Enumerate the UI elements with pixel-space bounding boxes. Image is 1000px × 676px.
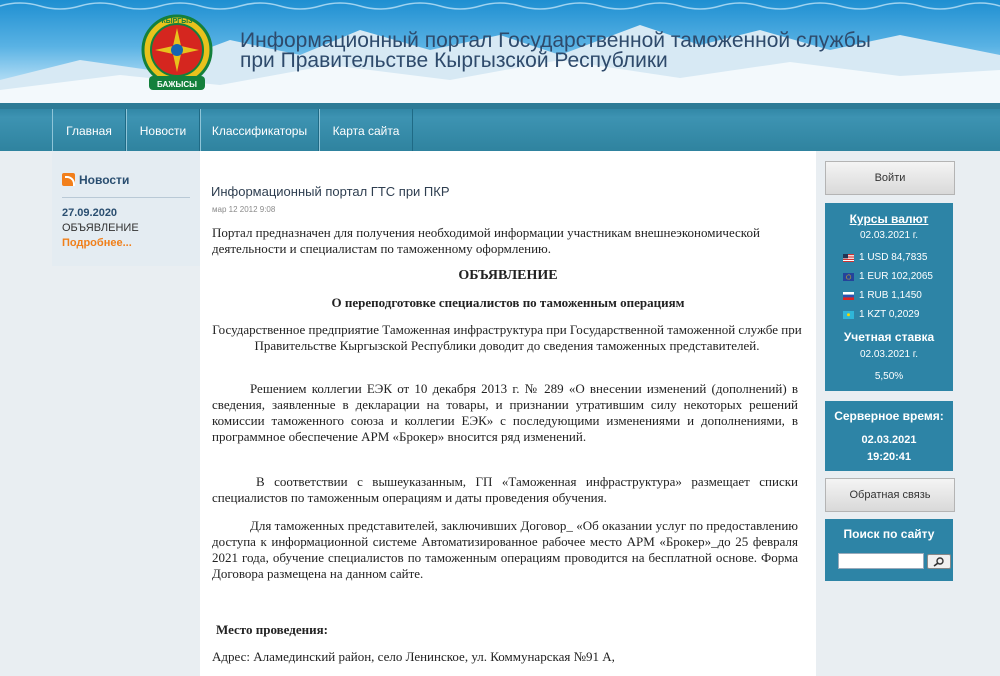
rate-eur: 1 EUR 102,2065 xyxy=(859,271,933,282)
rate-rub: 1 RUB 1,1450 xyxy=(859,290,922,301)
article-intro: Портал предназначен для получения необходимой информации участникам внешнеэкономической деятельности и специалистам по таможенному оформлению. xyxy=(212,225,760,256)
customs-emblem-logo[interactable] xyxy=(141,10,213,96)
search-title: Поиск по сайту xyxy=(843,527,935,541)
logo-text-bottom: БАЖЫСЫ xyxy=(157,80,197,89)
server-time-title: Серверное время: xyxy=(834,409,944,423)
currency-rates-widget xyxy=(825,203,953,391)
server-date: 02.03.2021 xyxy=(861,434,917,446)
rate-kzt: 1 KZT 0,2029 xyxy=(859,309,920,320)
news-date: 27.09.2020 xyxy=(62,207,118,219)
news-section-title[interactable]: Новости xyxy=(79,173,130,187)
us-flag-icon xyxy=(843,254,854,262)
rates-title-link[interactable]: Курсы валют xyxy=(849,212,929,226)
nav-item-sitemap[interactable]: Карта сайта xyxy=(319,109,413,151)
nav-item-classifiers[interactable]: Классификаторы xyxy=(200,109,319,151)
news-more-link[interactable]: Подробнее... xyxy=(62,237,132,249)
ru-flag-icon xyxy=(843,292,854,300)
discount-rate-value: 5,50% xyxy=(874,371,904,382)
paragraph-4: Для таможенных представителей, заключивших Договор_ «Об оказании услуг по предоставлению доступа к информационной системе Автоматизированное рабочее место АРМ «Брокер»_до 25 февраля 2021 года, обучение специалистов по таможенным операциям проводится на бесплатной основе. Форма Договора размещена на данном сайте. xyxy=(212,518,798,581)
search-icon xyxy=(928,555,950,568)
discount-rate-title: Учетная ставка xyxy=(843,330,935,344)
article-date: мар 12 2012 9:08 xyxy=(212,205,276,214)
right-sidebar xyxy=(816,151,964,676)
server-time: 19:20:41 xyxy=(866,451,912,463)
site-search-widget xyxy=(825,519,953,581)
rate-usd: 1 USD 84,7835 xyxy=(859,252,928,263)
nav-item-home[interactable]: Главная xyxy=(52,109,126,151)
search-input[interactable] xyxy=(838,553,924,569)
paragraph-1: Государственное предприятие Таможенная инфраструктура при Государственной таможенной службе при Правительстве Кыргызской Республики доводит до сведения таможенных представителей. xyxy=(212,322,802,353)
discount-rate-date: 02.03.2021 г. xyxy=(859,349,919,360)
article-title[interactable]: Информационный портал ГТС при ПКР xyxy=(211,184,450,199)
announcement-heading: ОБЪЯВЛЕНИЕ xyxy=(458,268,558,283)
logo-text-top: КЫРГЫЗ xyxy=(161,18,193,25)
eu-flag-icon xyxy=(843,273,854,281)
main-content xyxy=(200,151,816,676)
site-title xyxy=(240,31,871,71)
search-button[interactable] xyxy=(927,554,951,569)
kz-flag-icon xyxy=(843,311,854,319)
rates-date: 02.03.2021 г. xyxy=(859,230,919,241)
main-navigation xyxy=(0,103,1000,151)
news-label: ОБЪЯВЛЕНИЕ xyxy=(62,222,139,234)
feedback-button[interactable]: Обратная связь xyxy=(825,478,955,512)
login-button[interactable]: Войти xyxy=(825,161,955,195)
announcement-subheading: О переподготовке специалистов по таможенным операциям xyxy=(331,295,685,310)
left-sidebar xyxy=(52,151,200,266)
address-text: Адрес: Аламединский район, село Ленинское, ул. Коммунарская №91 А, xyxy=(212,649,615,664)
site-header xyxy=(0,0,1000,103)
place-heading: Место проведения: xyxy=(216,622,328,637)
paragraph-2: Решением коллегии ЕЭК от 10 декабря 2013 г. № 289 «О внесении изменений (дополнений) в сведения, заявленные в декларации на товары, и признании утратившим силу некоторых решений комиссии таможенного союза и коллегии ЕЭК» с последующими изменениями и дополнениями, в программное обеспечение АРМ «Брокер» вносится ряд изменений. xyxy=(212,381,798,444)
server-time-widget xyxy=(825,401,953,471)
paragraph-3: В соответствии с вышеуказанным, ГП «Таможенная инфраструктура» размещает списки специалистов по таможенным операциям и даты проведения обучения. xyxy=(212,474,798,505)
rss-icon[interactable] xyxy=(62,173,75,186)
site-title-line1: Информационный портал Государственной таможенной службы xyxy=(240,29,871,52)
news-section-header xyxy=(62,173,190,198)
site-title-line2: при Правительстве Кыргызской Республики xyxy=(240,49,668,72)
nav-item-news[interactable]: Новости xyxy=(126,109,200,151)
